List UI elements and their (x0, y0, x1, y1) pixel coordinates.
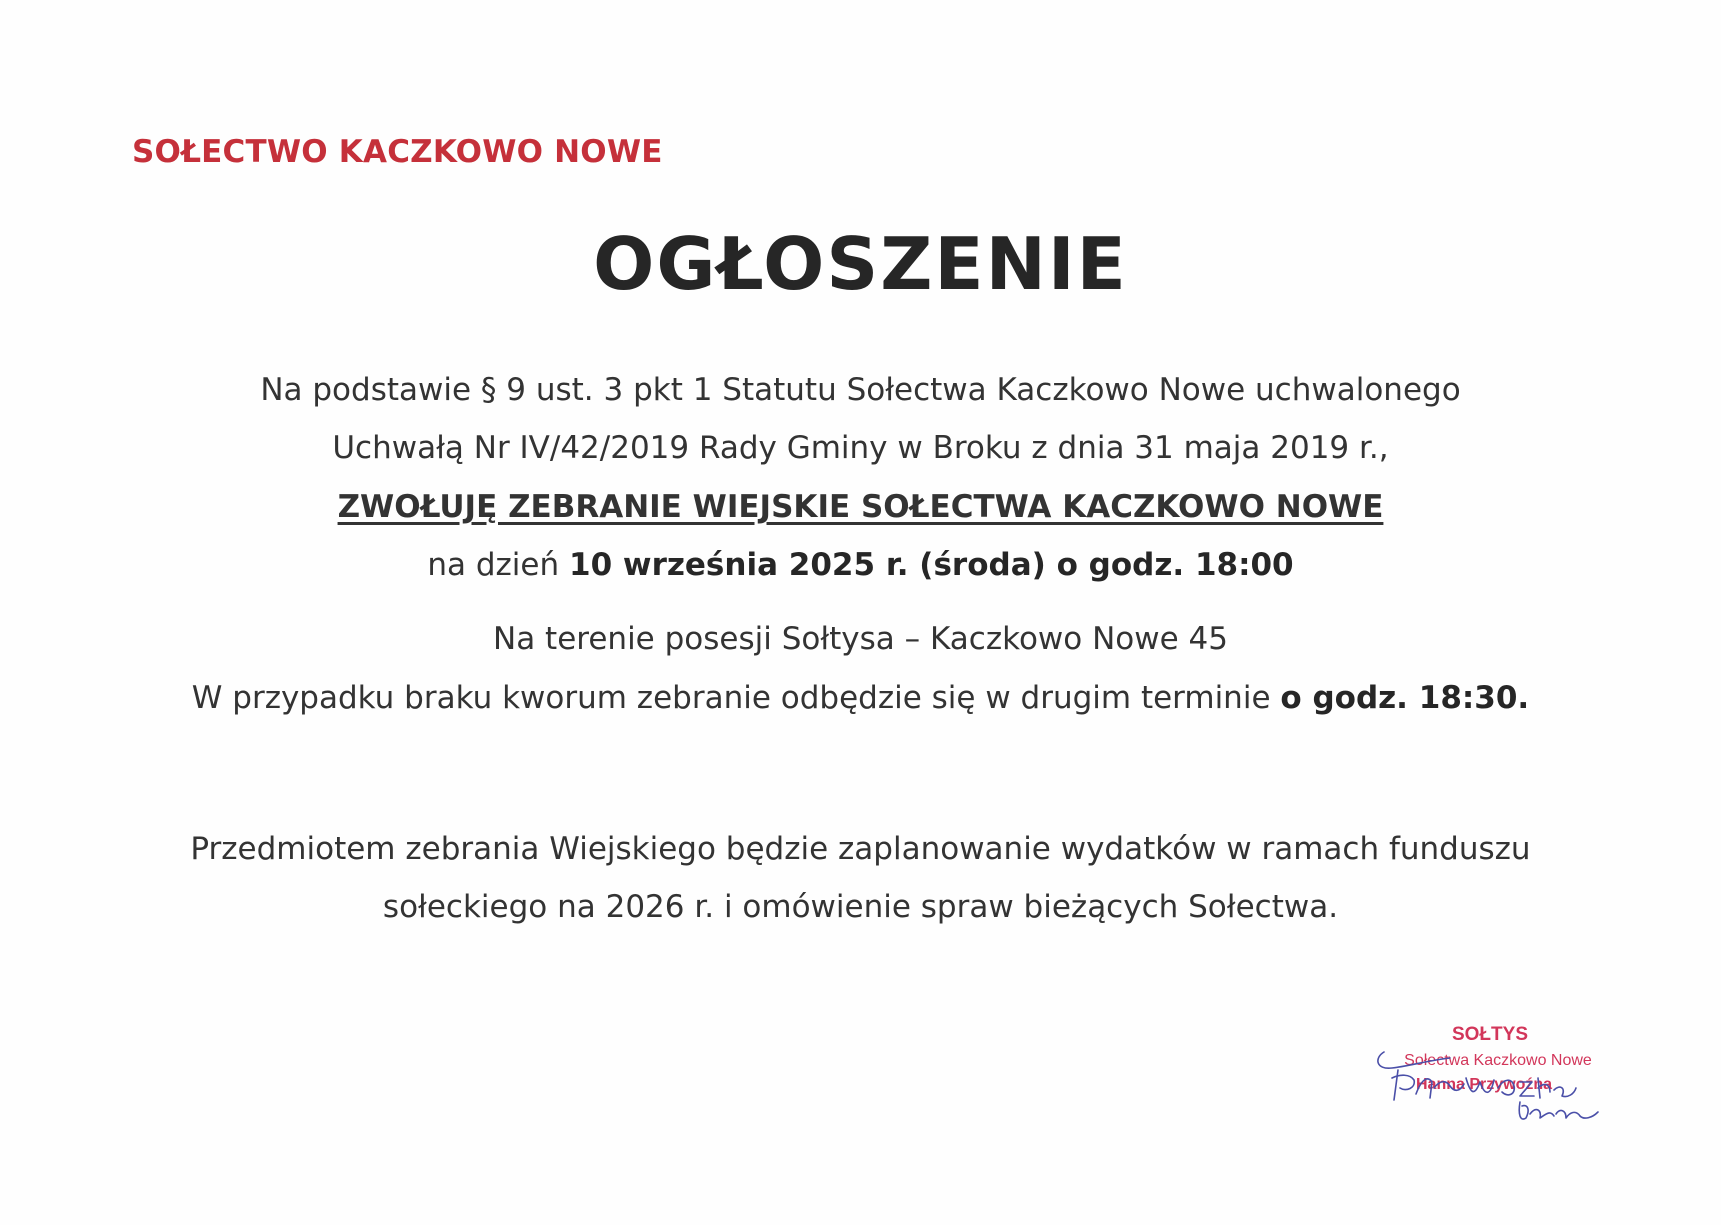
meeting-date-value: 10 września 2025 r. (środa) o godz. 18:00 (569, 547, 1294, 583)
meeting-date-prefix: na dzień (427, 547, 569, 583)
page-title: OGŁOSZENIE (593, 222, 1128, 306)
quorum-line (0, 680, 1721, 716)
quorum-time: o godz. 18:30. (1280, 680, 1530, 716)
stamp-name: Hanna Przywoźna (1415, 1076, 1553, 1093)
official-stamp (1370, 1018, 1610, 1128)
meeting-location: Na terenie posesji Sołtysa – Kaczkowo Nowe 45 (493, 621, 1228, 657)
stamp-organization: Sołectwa Kaczkowo Nowe (1404, 1052, 1592, 1069)
handwritten-signature (1370, 1018, 1610, 1128)
subject-line-2: sołeckiego na 2026 r. i omówienie spraw bieżących Sołectwa. (382, 889, 1339, 925)
legal-basis-line-2: Uchwałą Nr IV/42/2019 Rady Gminy w Broku z dnia 31 maja 2019 r., (332, 430, 1389, 466)
legal-basis-line-1: Na podstawie § 9 ust. 3 pkt 1 Statutu Sołectwa Kaczkowo Nowe uchwalonego (260, 372, 1461, 408)
convocation-text: ZWOŁUJĘ ZEBRANIE WIEJSKIE SOŁECTWA KACZKOWO NOWE (337, 489, 1384, 525)
issuer-heading: SOŁECTWO KACZKOWO NOWE (132, 134, 663, 170)
subject-line-1: Przedmiotem zebrania Wiejskiego będzie zaplanowanie wydatków w ramach funduszu (190, 831, 1531, 867)
quorum-text: W przypadku braku kworum zebranie odbędzie się w drugim terminie (191, 680, 1281, 716)
meeting-date-line (0, 547, 1721, 583)
convocation-heading (0, 489, 1721, 525)
stamp-role: SOŁTYS (1451, 1024, 1528, 1045)
